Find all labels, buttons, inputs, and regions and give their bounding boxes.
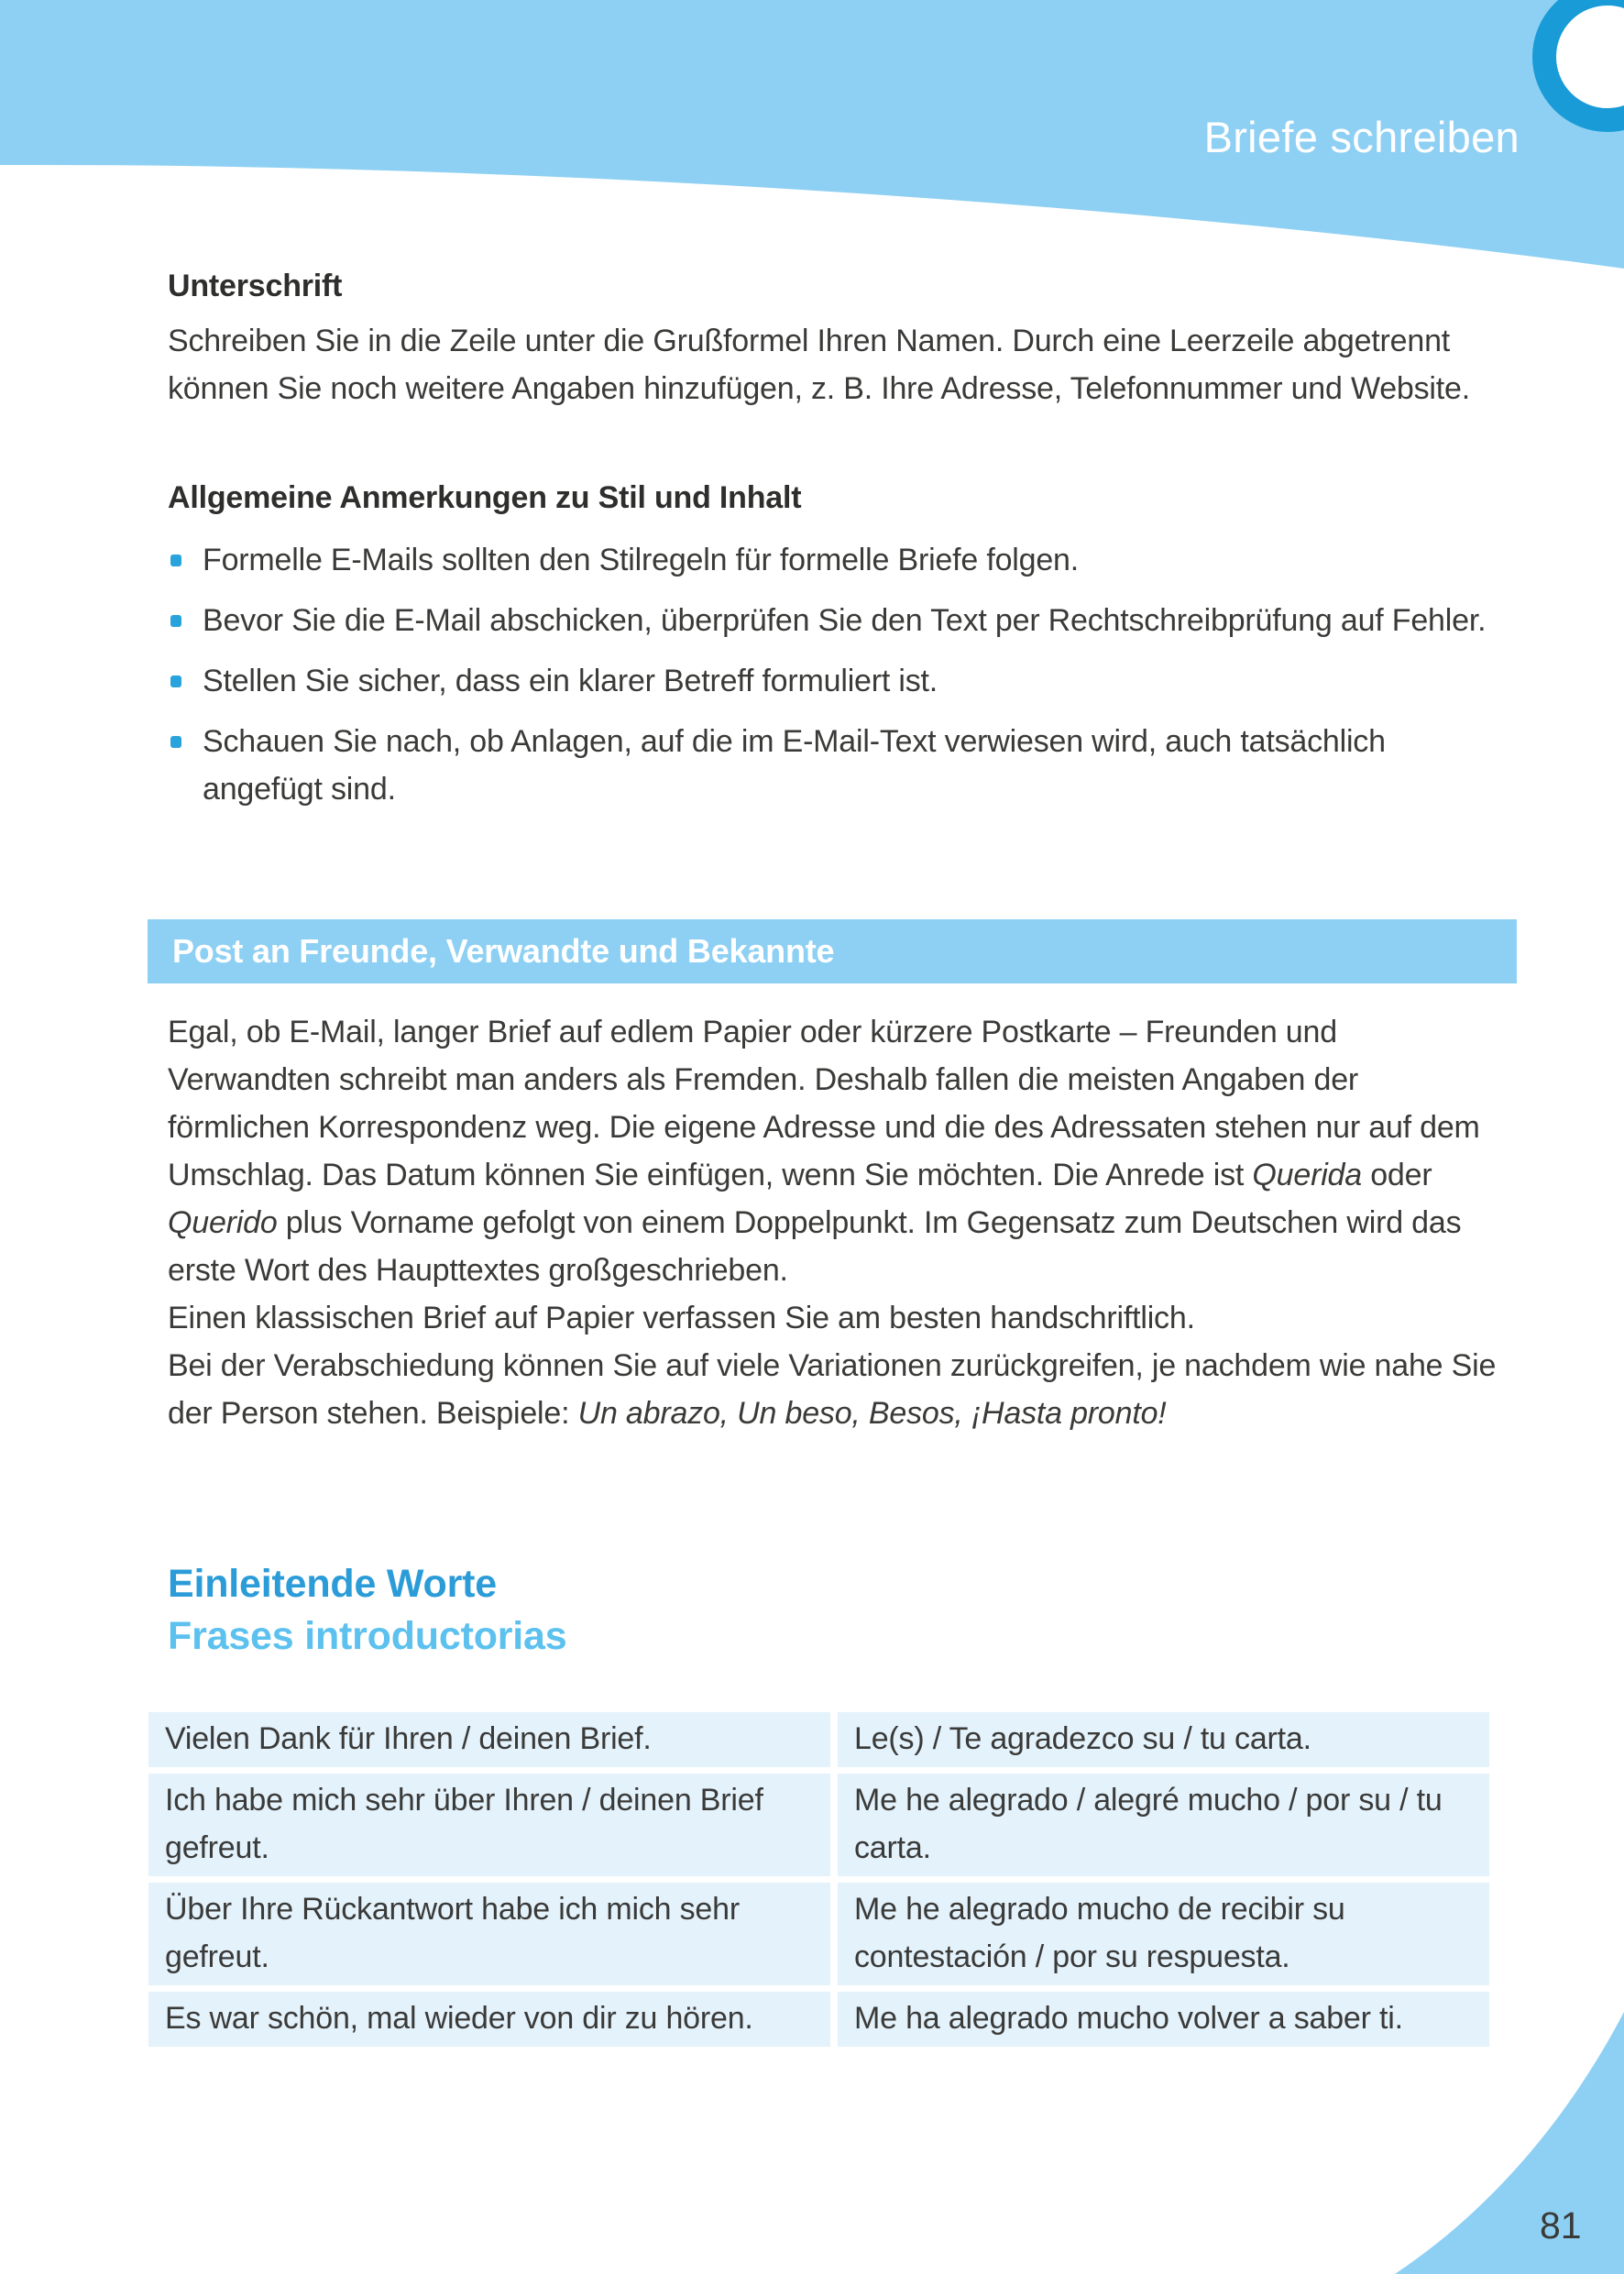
table-cell-german: Über Ihre Rückantwort habe ich mich sehr gefreut. — [148, 1883, 830, 1985]
subsection-heading-anmerkungen: Allgemeine Anmerkungen zu Stil und Inhalt — [168, 480, 802, 515]
paragraph-segment: Egal, ob E-Mail, langer Brief auf edlem Papier oder kürzere Postkarte – Freunden und Verwandten schreibt man anders als Fremden. Deshalb fallen die meisten Angaben der förmlichen Korrespondenz weg. Die eigene Adresse und die des Adressaten stehen nur auf dem Umschlag. Das Datum können Sie einfügen, wenn Sie möchten. Die Anrede ist — [168, 1015, 1480, 1192]
bullet-text: Bevor Sie die E-Mail abschicken, überprüfen Sie den Text per Rechtschreibprüfung auf Fehler. — [203, 603, 1487, 638]
paragraph-segment-italic: Querido — [168, 1205, 278, 1240]
heading-german: Einleitende Worte — [168, 1562, 497, 1606]
paragraph-segment: plus Vorname gefolgt von einem Doppelpunkt. Im Gegensatz zum Deutschen wird das erste Wort des Haupttextes großgeschrieben. — [168, 1205, 1462, 1288]
bullet-icon — [170, 736, 181, 748]
bullet-item — [168, 536, 1506, 584]
section-einleitende-heading — [168, 1558, 566, 1663]
page-number: 81 — [1540, 2204, 1582, 2247]
table-cell-spanish: Me ha alegrado mucho volver a saber ti. — [838, 1992, 1489, 2047]
section-banner — [148, 919, 1517, 983]
bullet-icon — [170, 676, 181, 687]
table-cell-german: Vielen Dank für Ihren / deinen Brief. — [148, 1712, 830, 1767]
table-cell-german: Ich habe mich sehr über Ihren / deinen Brief gefreut. — [148, 1774, 830, 1876]
paragraph-verabschiedung — [168, 1342, 1506, 1437]
table-cell-spanish: Me he alegrado mucho de recibir su contestación / por su respuesta. — [838, 1883, 1489, 1985]
table-cell-spanish: Me he alegrado / alegré mucho / por su / tu carta. — [838, 1774, 1489, 1876]
bullet-item — [168, 597, 1506, 644]
section-anmerkungen — [168, 476, 1506, 826]
banner-title: Post an Freunde, Verwandte und Bekannte — [172, 932, 835, 970]
bullet-text: Formelle E-Mails sollten den Stilregeln für formelle Briefe folgen. — [203, 543, 1080, 577]
bullet-text: Stellen Sie sicher, dass ein klarer Betreff formuliert ist. — [203, 664, 938, 698]
heading-spanish: Frases introductorias — [168, 1614, 567, 1658]
paragraph-freunde — [168, 1008, 1506, 1294]
page-header-title: Briefe schreiben — [1203, 113, 1520, 161]
paragraph-segment: oder — [1361, 1158, 1432, 1192]
paragraph-segment: Bei der Verabschiedung können Sie auf viele Variationen zurückgreifen, je nachdem wie nahe Sie der Person stehen. Beispiele: — [168, 1348, 1497, 1431]
subsection-heading-unterschrift: Unterschrift — [168, 269, 343, 303]
corner-swoosh-shape — [1349, 1999, 1624, 2274]
paragraph-segment-italic: Un abrazo, Un beso, Besos, ¡Hasta pronto! — [577, 1396, 1167, 1431]
bullet-icon — [170, 555, 181, 566]
paragraph-segment-italic: Querida — [1252, 1158, 1362, 1192]
table-cell-spanish: Le(s) / Te agradezco su / tu carta. — [838, 1712, 1489, 1767]
bullet-item — [168, 718, 1506, 813]
bullet-icon — [170, 615, 181, 627]
bullet-text: Schauen Sie nach, ob Anlagen, auf die im E-Mail-Text verwiesen wird, auch tatsächlich angefügt sind. — [203, 724, 1386, 807]
section-unterschrift — [168, 264, 1501, 412]
corner-ring-icon — [1544, 0, 1624, 120]
paragraph-brief-papier: Einen klassischen Brief auf Papier verfassen Sie am besten handschriftlich. — [168, 1301, 1195, 1335]
phrase-table — [148, 1712, 1489, 2047]
bullet-item — [168, 657, 1506, 705]
paragraph-unterschrift: Schreiben Sie in die Zeile unter die Grußformel Ihren Namen. Durch eine Leerzeile abgetrennt können Sie noch weitere Angaben hinzufügen, z. B. Ihre Adresse, Telefonnummer und Website. — [168, 324, 1470, 406]
table-cell-german: Es war schön, mal wieder von dir zu hören. — [148, 1992, 830, 2047]
section-freunde-text — [168, 1008, 1506, 1437]
